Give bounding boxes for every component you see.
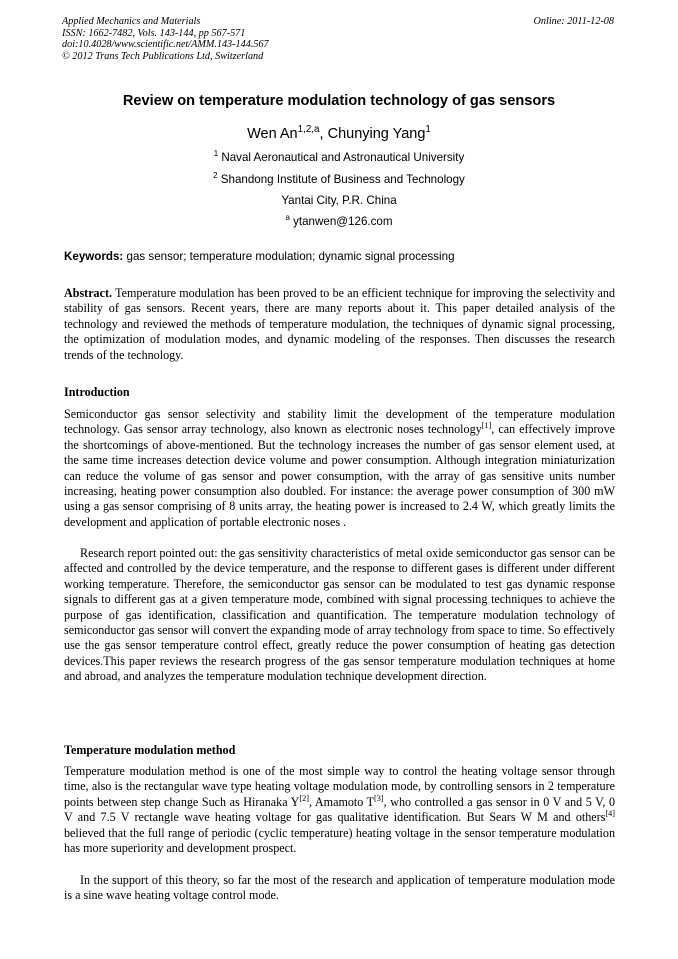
intro-paragraph-1 bbox=[64, 407, 615, 530]
email-text: ytanwen@126.com bbox=[293, 215, 393, 228]
journal-copyright: © 2012 Trans Tech Publications Ltd, Switzerland bbox=[62, 50, 264, 62]
citation-ref: [1] bbox=[481, 421, 492, 431]
keywords-text: gas sensor; temperature modulation; dynamic signal processing bbox=[126, 250, 455, 263]
affiliation-1 bbox=[0, 151, 678, 164]
author-separator: , bbox=[319, 126, 328, 142]
keywords-label: Keywords: bbox=[64, 250, 124, 263]
journal-header bbox=[62, 16, 269, 62]
intro-text: Semiconductor gas sensor selectivity and stability limit the development of the temperature modulation technology. Gas sensor array technology, also known as electronic noses technology bbox=[64, 407, 615, 437]
author-list bbox=[0, 126, 678, 142]
affil-sup: 2 bbox=[213, 171, 218, 181]
method-paragraph-2: In the support of this theory, so far the most of the research and application of temperature modulation mode is a sine wave heating voltage control mode. bbox=[64, 873, 615, 903]
abstract-label: Abstract. bbox=[64, 286, 113, 300]
author-affil-sup: 1 bbox=[425, 124, 431, 136]
affiliation-2 bbox=[0, 173, 678, 186]
journal-name: Applied Mechanics and Materials bbox=[62, 16, 201, 27]
affil-sup: 1 bbox=[213, 149, 219, 159]
abstract bbox=[64, 286, 615, 363]
affil-text: Naval Aeronautical and Astronautical University bbox=[221, 151, 465, 164]
journal-issn: ISSN: 1662-7482, Vols. 143-144, pp 567-571 bbox=[62, 27, 246, 39]
method-text: , Amamoto T bbox=[309, 794, 375, 809]
affil-sup: a bbox=[285, 213, 290, 223]
method-text: believed that the full range of periodic (cyclic temperature) heating voltage in the sensor temperature modulation has more superiority and development prospect. bbox=[64, 825, 615, 856]
online-date: Online: 2011-12-08 bbox=[533, 16, 614, 27]
journal-doi: doi:10.4028/www.scientific.net/AMM.143-144.567 bbox=[62, 39, 269, 51]
author-name: Wen An bbox=[247, 126, 298, 142]
author-affil-sup: 1,2,a bbox=[297, 124, 320, 136]
intro-paragraph-2: Research report pointed out: the gas sensitivity characteristics of metal oxide semiconductor gas sensor can be affected and controlled by the device temperature, and the response to different gases is different under different working temperature. Therefore, the semiconductor gas sensor can be modulated to test gas dynamic response signals to different gas at a given temperature mode, combined with signal processing techniques to achieve the purpose of gas identification, classification and quantification. The temperature modulation technology of semiconductor gas sensor will convert the expanding mode of array technology from space to time. So effectively use the gas sensor temperature control effect, greatly reduce the power consumption of heating gas detection devices.This paper reviews the research progress of the gas sensor temperature modulation techniques at home and abroad, and analyzes the temperature modulation technique development direction. bbox=[64, 546, 615, 684]
paper-title: Review on temperature modulation technology of gas sensors bbox=[122, 93, 556, 109]
section-heading-introduction: Introduction bbox=[64, 385, 130, 399]
author-name: Chunying Yang bbox=[327, 126, 426, 142]
method-text: , who controlled a gas sensor in 0 V and 5 V, 0 V and 7.5 V rectangle wave heating voltage for gas qualitative identification. But Sears W M and others bbox=[64, 794, 615, 825]
section-heading-method: Temperature modulation method bbox=[64, 743, 236, 757]
affil-text: Shandong Institute of Business and Technology bbox=[220, 173, 465, 186]
abstract-text: Temperature modulation has been proved to be an efficient technique for improving the selectivity and stability of gas sensors. Recent years, there are many reports about it. This paper detailed analysis of the technology and reviewed the methods of temperature modulation, the techniques of dynamic signal processing, the optimization of modulation modes, and dynamic modeling of the responses. Then discusses the research trends of the technology. bbox=[64, 286, 615, 362]
citation-ref: [2] bbox=[299, 793, 310, 803]
intro-text: , can effectively improve the shortcomings of above-mentioned. But the technology increases the number of gas sensor element used, at the same time increases detection device volume and power consumption. Although integration miniaturization can reduce the volume of gas sensor and power consumption, with the array of gas sensitive units number increasing, heating power consumption also doubled. For instance: the average power consumption of 300 mW using a gas sensor comprising of 8 units array, the heating power is increased to 2.4 W, which greatly limits the development and application of portable electronic noses . bbox=[64, 422, 615, 529]
affiliation-email bbox=[0, 215, 678, 228]
method-text: Temperature modulation method is one of the most simple way to control the heating voltage sensor through time, also is the rectangular wave type heating voltage modulation mode, by controlling sensors in 2 temperature points between step change Such as Hiranaka Y bbox=[64, 764, 615, 809]
method-paragraph-1 bbox=[64, 764, 615, 856]
citation-ref: [3] bbox=[374, 793, 384, 803]
affil-text: Yantai City, P.R. China bbox=[281, 194, 397, 207]
affiliation-location bbox=[0, 194, 678, 207]
citation-ref: [4] bbox=[605, 809, 615, 819]
keywords bbox=[64, 250, 616, 263]
